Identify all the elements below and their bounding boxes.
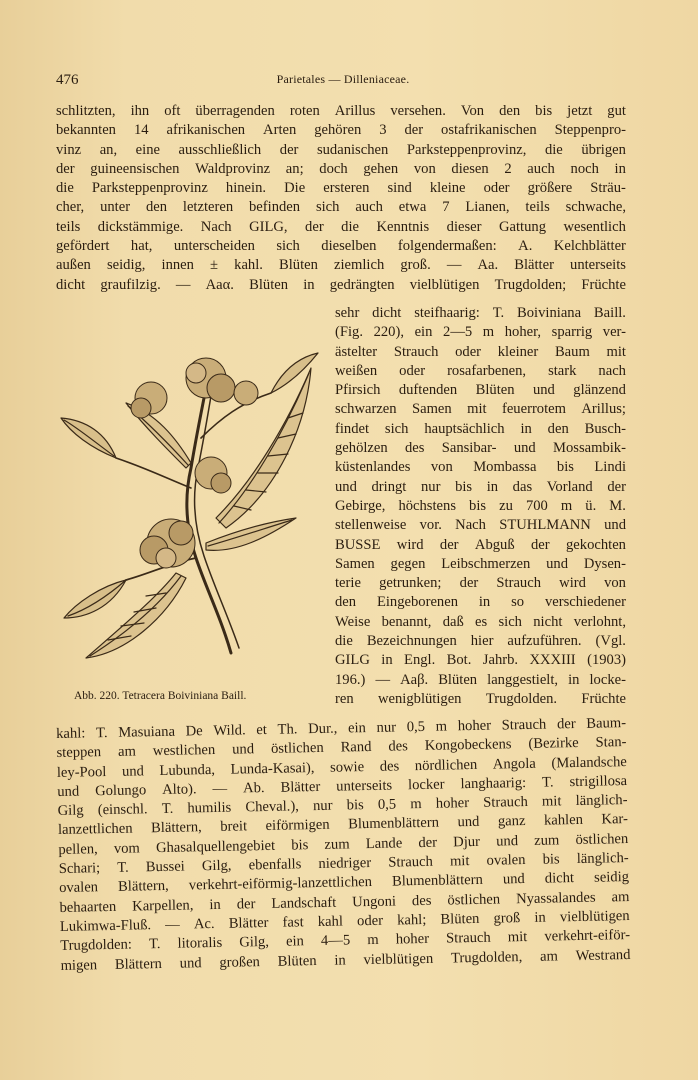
text-line: den Eingeborenen in so verschiedener (335, 594, 626, 611)
text-line: Schari; T. Bussei Gilg, ebenfalls niedriger Strauch mit ovalen bis länglich- (58, 850, 629, 878)
text-line: die Parksteppenprovinz hinein. Die ersteren sind kleine oder größere Sträu- (56, 180, 626, 197)
text-line: ästelter Strauch oder kleiner Baum mit (335, 343, 626, 360)
text-line: lanzettlichen Blättern, breit eiförmigen Blumenblättern und ganz kahlen Kar- (57, 811, 629, 839)
text-line: schwarzen Samen mit feuerrotem Arillus; (335, 401, 626, 418)
running-head: Parietales — Dilleniaceae. (276, 72, 410, 86)
text-line: teils dickstämmige. Nach GILG, der die Kenntnis dieser Gattung wesentlich (56, 218, 626, 235)
text-line: Lukimwa-Fluß. — Ac. Blätter fast kahl oder kahl; Blüten groß in vielblütigen (59, 907, 630, 935)
text-line: steppen am westlichen und östlichen Rand des Kongobeckens (Bezirke Stan- (56, 734, 627, 762)
text-line: ovalen Blättern, verkehrt-eiförmig-lanzettlichen Blumenblättern und dicht seidig (58, 869, 630, 897)
text-line: GILG in Engl. Bot. Jahrb. XXXIII (1903) (335, 652, 626, 669)
botanical-illustration (56, 318, 326, 688)
text-line: gehölzen des Sansibar- und Mossambik- (335, 440, 626, 457)
bottom-paragraph (56, 714, 631, 976)
text-line: kahl: T. Masuiana De Wild. et Th. Dur., ein nur 0,5 m hoher Strauch der Baum- (56, 715, 627, 742)
text-line: und Golungo Alto). — Ab. Blätter unterseits locker langhaarig: T. strigillosa (57, 772, 628, 800)
page-header (56, 70, 630, 92)
text-line: dicht graufilzig. — Aaα. Blüten in gedrängten vielblütigen Trugdolden; Früchte (56, 276, 626, 293)
text-line: und dringt nur bis in das Vorland der (335, 478, 626, 495)
text-line: sehr dicht steifhaarig: T. Boiviniana Baill. (335, 305, 626, 321)
text-line: gefördert hat, unterscheiden sich dieselben folgendermaßen: A. Kelchblätter (56, 238, 626, 255)
top-paragraph (56, 102, 626, 295)
text-line: Samen gegen Leibschmerzen und Dysen- (335, 555, 626, 572)
figure-caption: Abb. 220. Tetracera Boiviniana Baill. (74, 690, 247, 702)
text-line: schlitzten, ihn oft überragenden roten Arillus versehen. Von den bis jetzt gut (56, 103, 626, 119)
text-line: vinz an, eine ausschließlich der sudanischen Parksteppenprovinz, die übrigen (56, 141, 626, 158)
text-line: der guineensischen Waldprovinz an; doch gehen von diesen 2 auch noch in (56, 160, 626, 177)
text-line: stellenweise vor. Nach STUHLMANN und (335, 517, 626, 534)
text-line: außen seidig, innen ± kahl. Blüten ziemlich groß. — Aa. Blätter unterseits (56, 257, 626, 274)
text-line: terie getrunken; der Strauch wird von (335, 575, 626, 592)
text-line: bekannten 14 afrikanischen Arten gehören 3 der ostafrikanischen Steppenpro- (56, 122, 626, 139)
text-line: ren wenigblütigen Trugdolden. Früchte (335, 690, 626, 707)
text-line: Pfirsich duftenden Blüten und glänzend (335, 382, 626, 399)
text-line: BUSSE wird der Abguß der gekochten (335, 536, 626, 553)
text-line: weißen oder rosafarbenen, stark nach (335, 362, 626, 379)
text-line: Weise benannt, daß es sich nicht verlohnt, (335, 613, 626, 630)
text-line: (Fig. 220), ein 2—5 m hoher, sparrig ver- (335, 324, 626, 341)
text-line: Gilg (einschl. T. humilis Cheval.), nur bis 0,5 m hoher Strauch mit länglich- (57, 792, 628, 820)
text-line: küstenlandes von Mombassa bis Lindi (335, 459, 626, 476)
text-line: Gebirge, höchstens bis zu 700 m ü. M. (335, 497, 626, 514)
page-number: 476 (56, 72, 79, 88)
text-line: Trugdolden: T. litoralis Gilg, ein 4—5 m hoher Strauch mit verkehrt-eiför- (60, 927, 631, 955)
text-line: findet sich hauptsächlich in den Busch- (335, 420, 626, 437)
text-line: migen Blättern und großen Blüten in vielblütigen Trugdolden, am Westrand (60, 946, 631, 974)
text-line: 196.) — Aaβ. Blüten langgestielt, in locke- (335, 671, 626, 688)
plant-drawing-icon (56, 318, 326, 688)
text-line: ley-Pool und Lubunda, Lunda-Kasai), sowie des nördlichen Angola (Malandsche (56, 753, 627, 781)
text-line: cher, unter den letzteren befinden sich auch etwa 7 Lianen, teils schwache, (56, 199, 626, 216)
text-line: behaarten Karpellen, in der Landschaft Ungoni des östlichen Nyassalandes am (59, 888, 630, 916)
text-line: pellen, vom Ghasalquellengebiet bis zum Lande der Djur und zum östlichen (58, 830, 629, 858)
right-column-text (335, 304, 626, 709)
text-line: die Bezeichnungen hier aufzuführen. (Vgl. (335, 633, 626, 650)
